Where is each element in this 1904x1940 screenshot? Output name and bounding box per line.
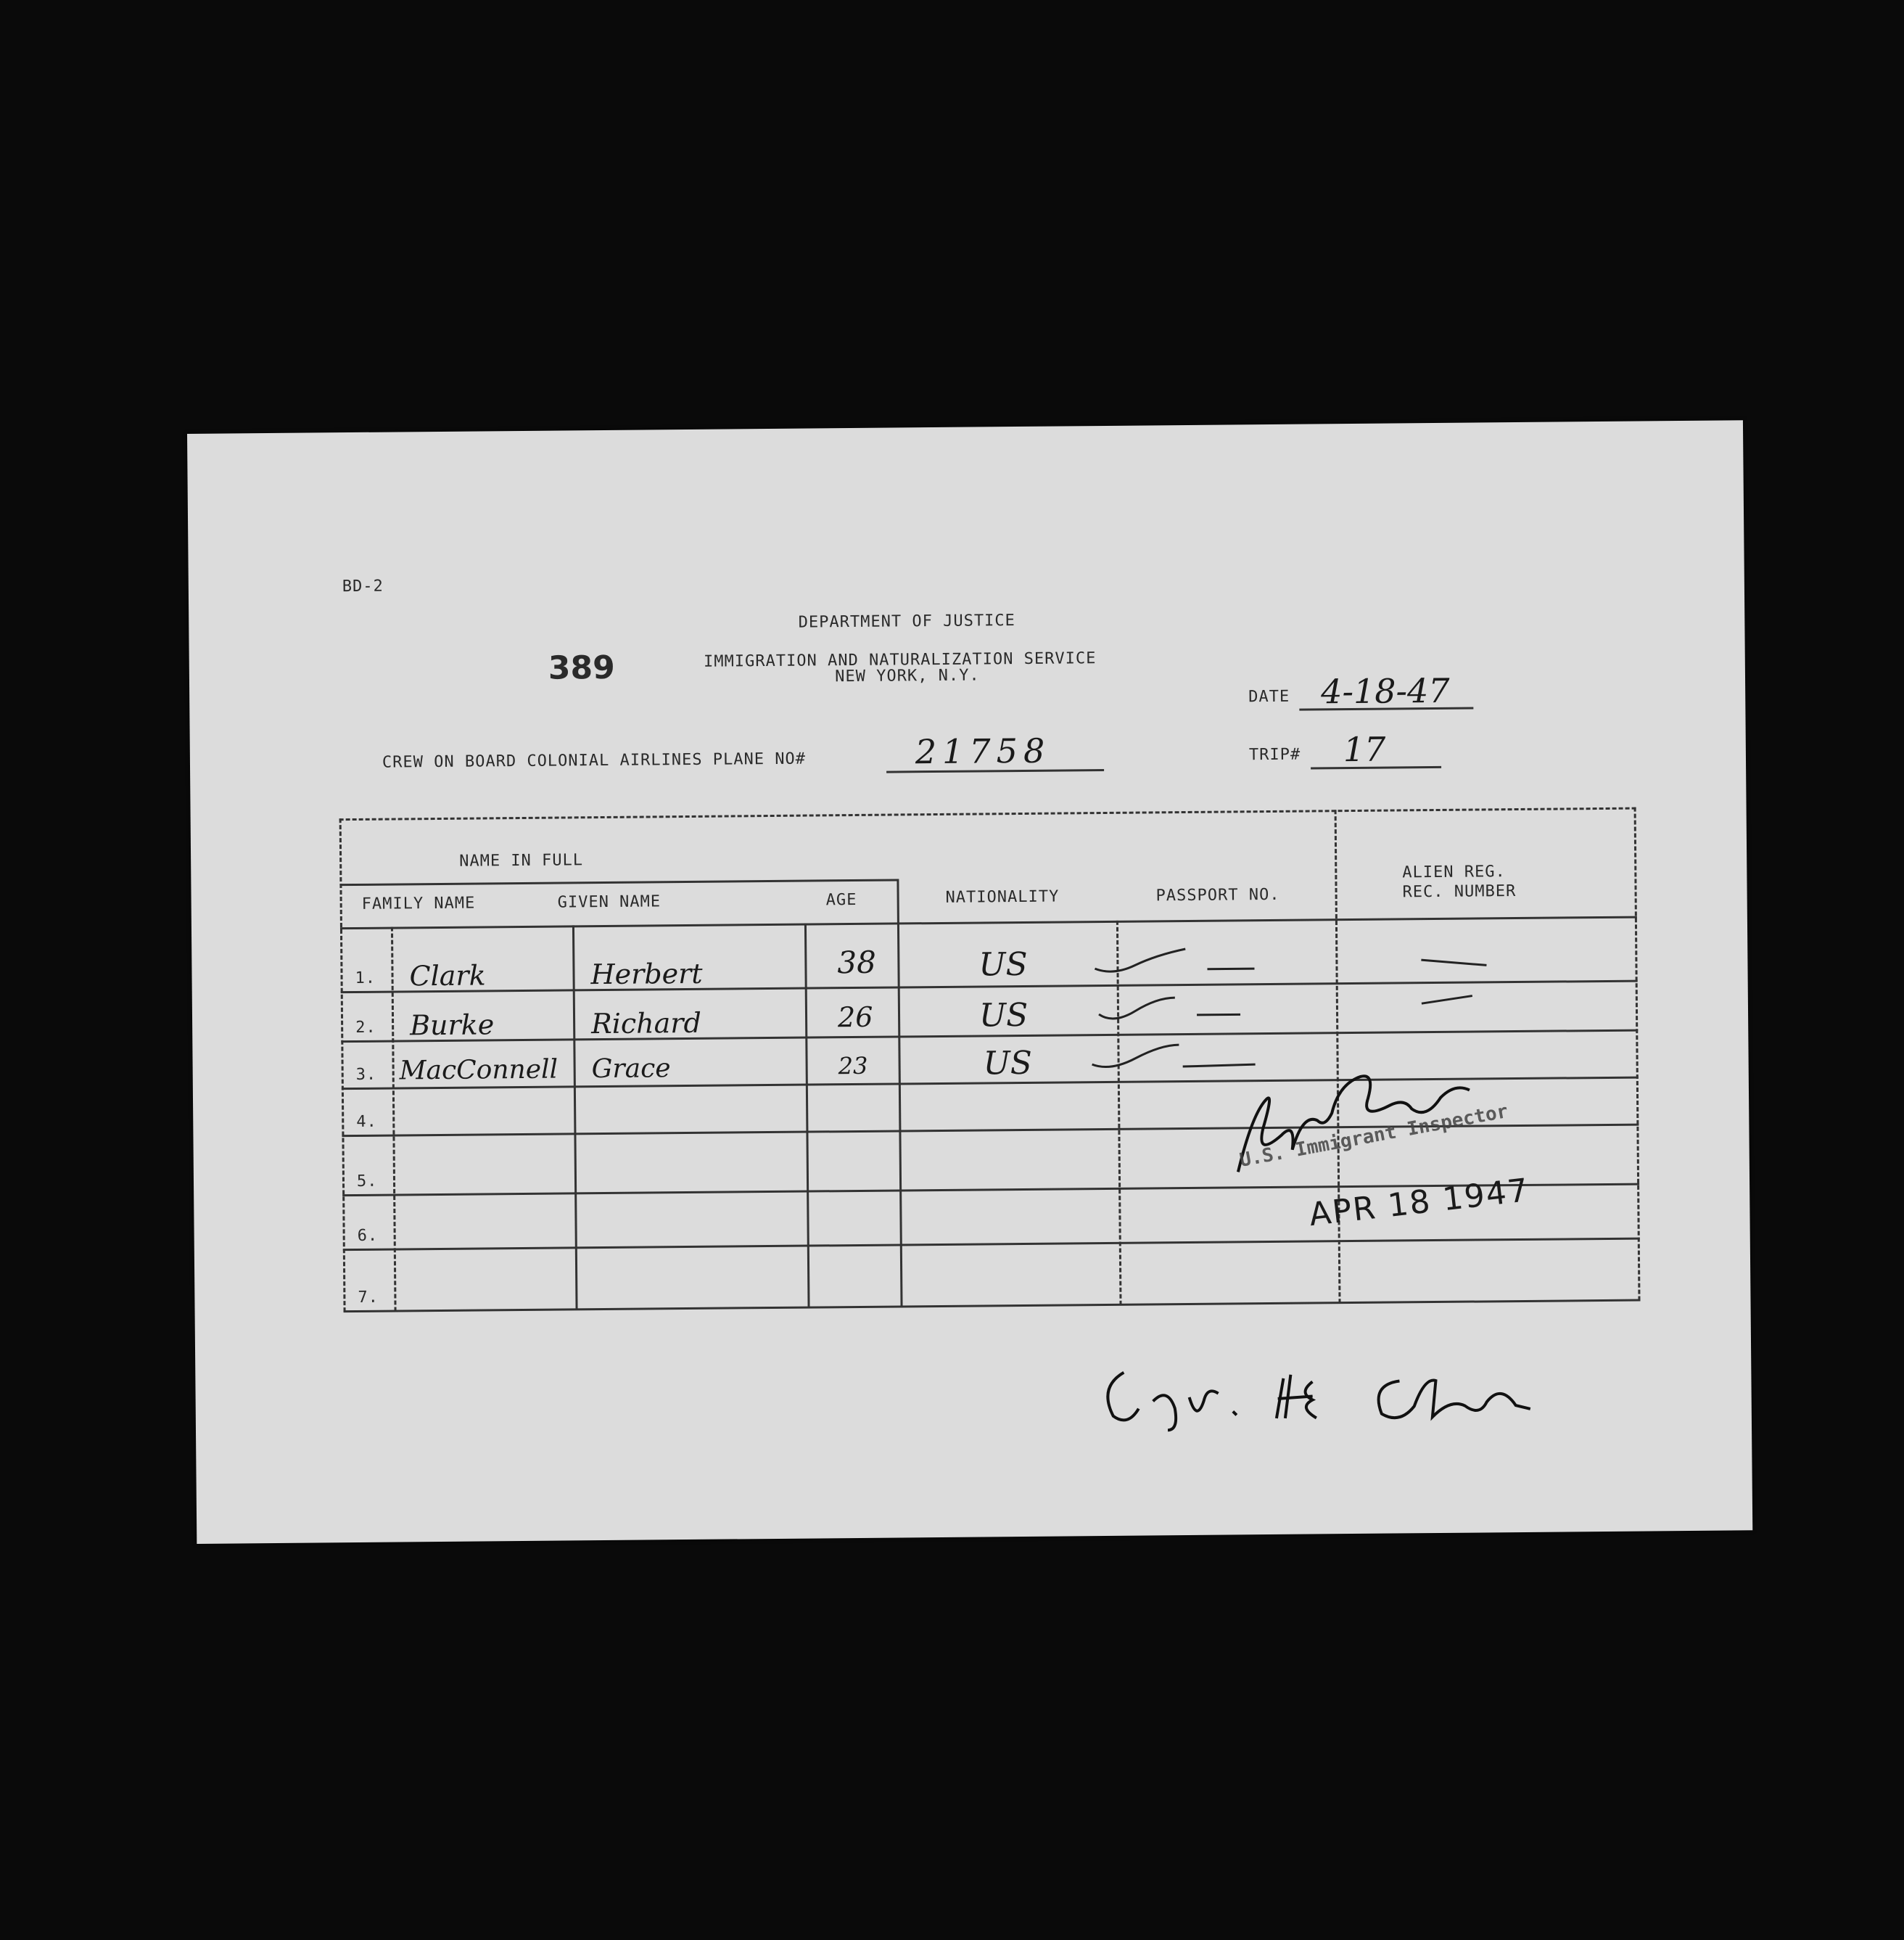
row-number: 2. <box>355 1018 376 1037</box>
date-value: 4-18-47 <box>1320 670 1450 712</box>
header-family-name: FAMILY NAME <box>361 894 476 913</box>
given-name-cell: Richard <box>590 1006 701 1040</box>
header-rec-number: REC. NUMBER <box>1402 882 1517 902</box>
family-name-cell: Clark <box>409 959 486 992</box>
form-code: BD-2 <box>342 577 384 596</box>
row-number: 3. <box>355 1065 377 1085</box>
family-name-cell: MacConnell <box>399 1054 559 1086</box>
service-heading: IMMIGRATION AND NATURALIZATION SERVICE <box>703 649 1097 671</box>
age-cell: 23 <box>838 1051 868 1080</box>
given-name-cell: Grace <box>591 1053 671 1085</box>
table-rule <box>344 1299 1641 1313</box>
table-rule <box>343 1238 1640 1251</box>
table-rule <box>339 879 898 886</box>
passport-check-mark-row-1 <box>1091 945 1258 985</box>
trip-value: 17 <box>1343 729 1386 770</box>
file-number: 389 <box>548 649 615 687</box>
trip-label: TRIP# <box>1248 745 1301 765</box>
location-heading: NEW YORK, N.Y. <box>835 666 980 686</box>
inspector-title: U.S. Immigrant Inspector <box>1237 1100 1510 1172</box>
plane-number: 21758 <box>915 731 1051 772</box>
department-heading: DEPARTMENT OF JUSTICE <box>798 612 1015 632</box>
table-rule <box>897 879 902 1307</box>
row-number: 7. <box>358 1288 379 1307</box>
immigration-form <box>187 420 1752 1544</box>
table-rule <box>391 927 397 1312</box>
passport-check-mark-row-2 <box>1095 994 1262 1032</box>
age-cell: 38 <box>837 944 877 981</box>
header-alien-reg: ALIEN REG. <box>1402 863 1506 882</box>
header-age: AGE <box>825 890 857 910</box>
header-nationality: NATIONALITY <box>945 887 1060 907</box>
header-passport: PASSPORT NO. <box>1155 885 1280 905</box>
nationality-cell: US <box>983 1044 1033 1082</box>
table-rule <box>339 818 346 1312</box>
table-rule <box>339 807 1636 821</box>
age-cell: 26 <box>837 1000 873 1034</box>
header-name-in-full: NAME IN FULL <box>459 851 584 871</box>
row-number: 4. <box>356 1112 377 1131</box>
family-name-cell: Burke <box>409 1008 495 1042</box>
date-label: DATE <box>1248 687 1290 707</box>
crew-label: CREW ON BOARD COLONIAL AIRLINES PLANE NO# <box>382 749 807 772</box>
table-rule <box>572 925 578 1310</box>
nationality-cell: US <box>978 996 1029 1035</box>
row-number: 5. <box>356 1172 378 1191</box>
table-rule <box>1634 807 1641 1301</box>
row-number: 6. <box>357 1226 379 1245</box>
captain-signature <box>1095 1355 1559 1439</box>
row-number: 1. <box>355 969 376 988</box>
nationality-cell: US <box>978 945 1028 984</box>
table-rule <box>804 924 810 1308</box>
header-given-name: GIVEN NAME <box>557 892 662 912</box>
table-rule <box>340 916 1637 930</box>
alien-reg-dash-marks <box>1417 952 1505 1011</box>
given-name-cell: Herbert <box>590 957 703 991</box>
stamp-date: APR 18 1947 <box>1307 1172 1532 1234</box>
